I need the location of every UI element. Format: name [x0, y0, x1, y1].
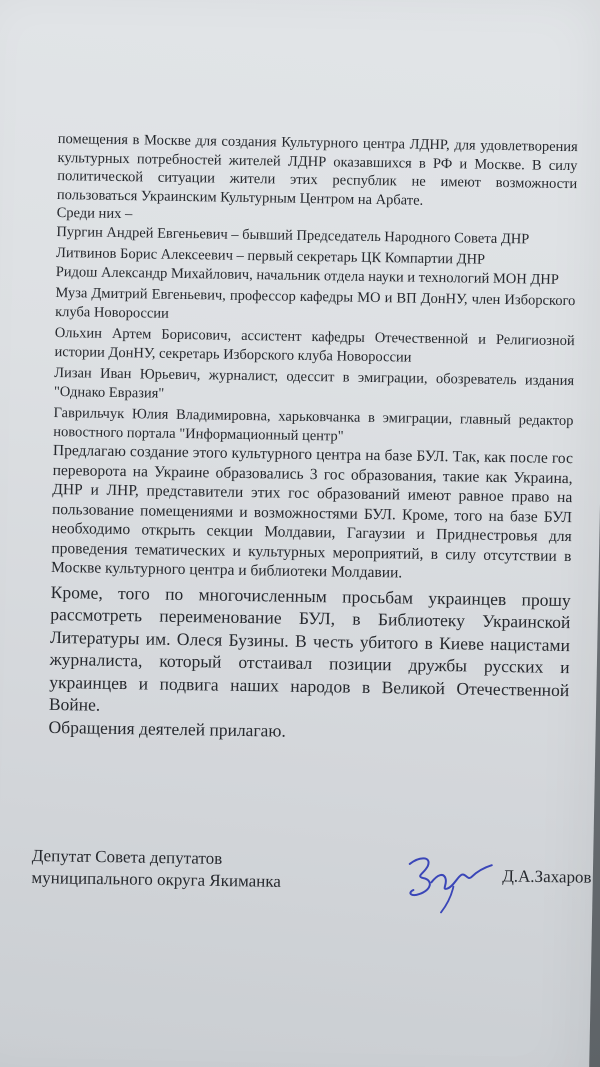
- list-item-gavrilchuk: Гаврильчук Юлия Владимировна, харьковчанка в эмиграции, главный редактор новостного портала "Информационный центр": [53, 404, 574, 445]
- list-item-muza: Муза Дмитрий Евгеньевич, профессор кафедры МО и ВП ДонНУ, член Изборского клуба Новороссии: [55, 284, 576, 322]
- paragraph-among-them: Среди них –: [56, 204, 133, 223]
- list-item-olkhin: Ольхин Артем Борисович, ассистент кафедры Отечественной и Религиозной истории ДонНУ, секретарь Изборского клуба Новороссии: [54, 324, 575, 366]
- signatory-title-line1: Депутат Совета депутатов: [31, 845, 223, 868]
- paragraph-rename-request: Кроме, того по многочисленным просьбам украинцев прошу рассмотреть переименование БУЛ, в Библиотеку Украинской Литературы им. Олеся Бузины. В честь убитого в Киеве нацистами журналиста, который отстаивал позиции дружбы русских и украинцев и подвига наших народов в Великой Отечественной Войне.: [48, 581, 571, 715]
- list-item-lizan: Лизан Иван Юрьевич, журналист, одессит в эмиграции, обозреватель издания "Однако Евразия": [53, 364, 575, 402]
- list-item-litvinov: Литвинов Борис Алексеевич – первый секретарь ЦК Компартии ДНР: [55, 244, 486, 268]
- signature-block: [31, 845, 592, 924]
- signatory-name: Д.А.Захаров: [502, 866, 592, 887]
- signatory-title-line2: муниципального округа Якиманка: [31, 867, 282, 891]
- list-item-ridosh: Ридош Александр Михайлович, начальник отдела науки и технологий МОН ДНР: [55, 263, 559, 288]
- signatory-title: [31, 845, 281, 893]
- paragraph-attachments: Обращения деятелей прилагаю.: [48, 716, 286, 741]
- handwritten-signature-mark: [401, 846, 497, 917]
- paragraph-intro: помещения в Москве для создания Культурного центра ЛДНР, для удовлетворения культурных потребностей жителей ЛДНР оказавшихся в РФ и Москве. В силу политической ситуации жители этих республик не имеют возможности пользоваться Украинским Культурным Центром на Арбате.: [56, 130, 578, 209]
- paragraph-proposal: Предлагаю создание этого культурного центра на базе БУЛ. Так, как после гос переворота на Украине образовались 3 гос образования, такие как Украина, ДНР и ЛНР, представители этих гос образований имеют равное право на пользование помещениями и возможностями БУЛ. Кроме, того на базе БУЛ необходимо открыть секции Молдавии, Гагаузии и Приднестровья для проведения тематических и культурных мероприятий, в силу отсутствии в Москве культурного центра и библиотеки Молдавии.: [50, 441, 574, 582]
- document-body: [48, 130, 577, 746]
- list-item-purgin: Пургин Андрей Евгеньевич – бывший Председатель Народного Совета ДНР: [56, 223, 530, 247]
